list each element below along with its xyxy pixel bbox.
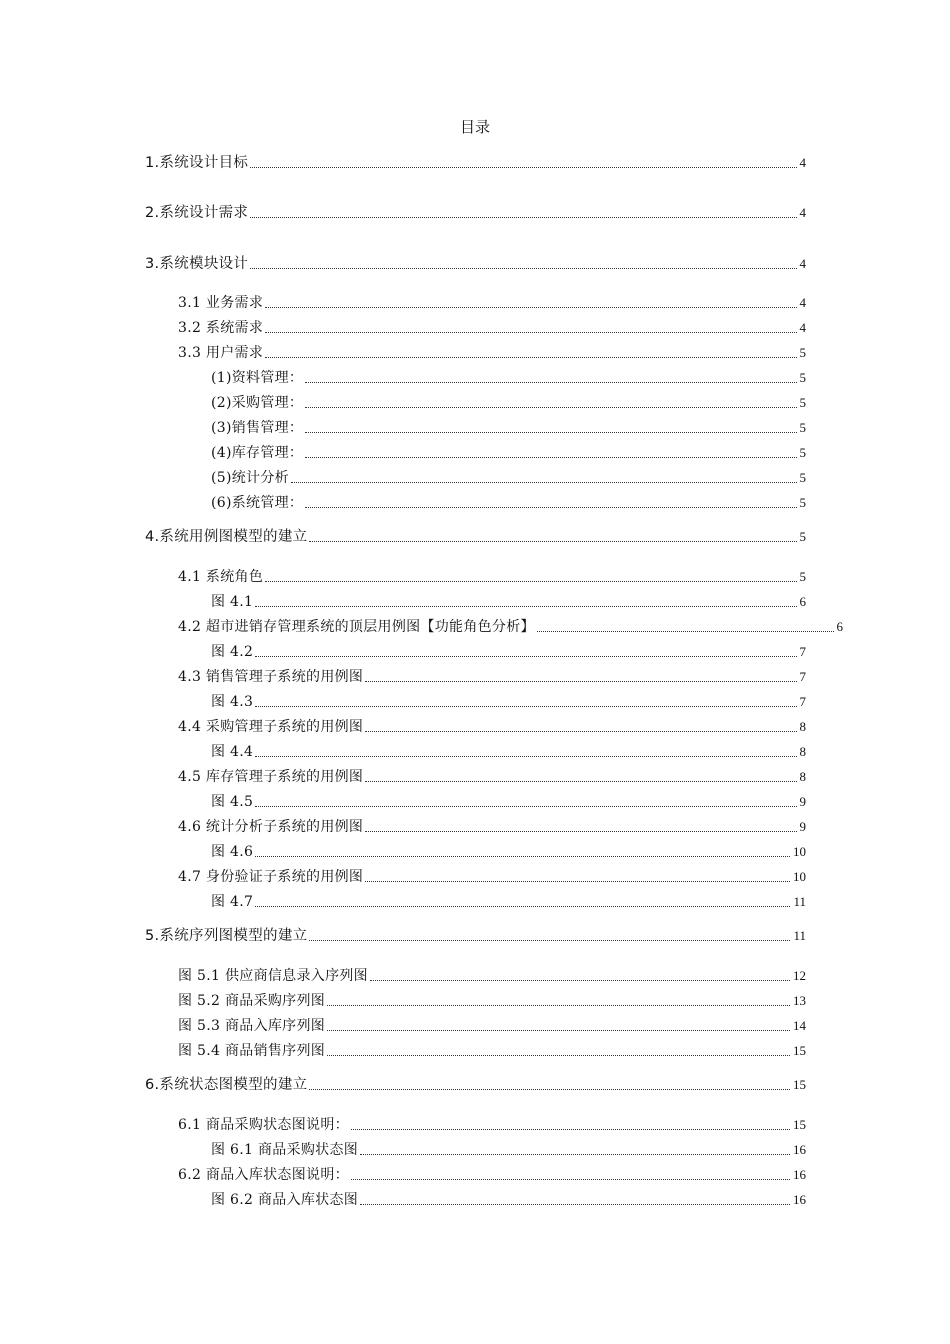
toc-leader-dots <box>305 382 796 383</box>
toc-page-number: 16 <box>793 1192 806 1207</box>
toc-entry-label: (1)资料管理： <box>211 370 304 386</box>
toc-page-number: 11 <box>793 894 806 909</box>
toc-leader-dots <box>309 940 790 941</box>
toc-entry-label: 图 4.6 <box>211 844 254 860</box>
toc-page-number: 4 <box>799 295 806 310</box>
toc-leader-dots <box>265 357 796 358</box>
toc-leader-dots <box>360 1154 790 1155</box>
toc-entry-label: 2.系统设计需求 <box>145 205 249 221</box>
toc-entry[interactable] <box>178 1041 806 1061</box>
toc-page-number: 4 <box>799 256 806 271</box>
toc-leader-dots <box>351 1179 790 1180</box>
toc-page-number: 5 <box>799 445 806 460</box>
toc-entry-label: 图 4.5 <box>211 794 254 810</box>
toc-leader-dots <box>255 756 796 757</box>
toc-leader-dots <box>365 781 796 782</box>
toc-entry-label: 4.1 系统角色 <box>178 569 264 585</box>
toc-entry[interactable] <box>211 642 806 662</box>
toc-entry[interactable] <box>211 1140 806 1160</box>
toc-leader-dots <box>351 1129 790 1130</box>
toc-entry[interactable] <box>178 767 806 787</box>
toc-entry-label: 图 5.2 商品采购序列图 <box>178 993 326 1009</box>
toc-leader-dots <box>305 432 796 433</box>
toc-entry-label: 4.7 身份验证子系统的用例图 <box>178 869 364 885</box>
toc-entry-label: 图 4.4 <box>211 744 254 760</box>
toc-leader-dots <box>370 980 790 981</box>
toc-page-number: 7 <box>799 644 806 659</box>
toc-entry[interactable] <box>178 667 806 687</box>
toc-entry-label: 图 4.7 <box>211 894 254 910</box>
toc-page-number: 4 <box>799 320 806 335</box>
toc-leader-dots <box>265 332 796 333</box>
toc-page-number: 5 <box>799 420 806 435</box>
toc-entry[interactable] <box>145 926 806 946</box>
toc-page-number: 8 <box>799 769 806 784</box>
toc-leader-dots <box>327 1055 790 1056</box>
toc-page-number: 9 <box>799 819 806 834</box>
toc-entry[interactable] <box>211 692 806 712</box>
toc-leader-dots <box>265 581 796 582</box>
toc-page-number: 4 <box>799 155 806 170</box>
toc-entry[interactable] <box>145 153 806 173</box>
toc-entry[interactable] <box>178 293 806 313</box>
toc-page-number: 5 <box>799 569 806 584</box>
toc-leader-dots <box>327 1030 790 1031</box>
toc-leader-dots <box>309 541 796 542</box>
toc-leader-dots <box>250 167 796 168</box>
toc-entry[interactable] <box>178 617 843 637</box>
toc-entry[interactable] <box>211 742 806 762</box>
toc-entry-label: (3)销售管理： <box>211 420 304 436</box>
toc-entry-label: 图 4.3 <box>211 694 254 710</box>
toc-leader-dots <box>265 307 796 308</box>
toc-page-number: 15 <box>793 1043 806 1058</box>
toc-leader-dots <box>255 806 796 807</box>
toc-leader-dots <box>255 856 790 857</box>
toc-page-number: 5 <box>799 495 806 510</box>
toc-leader-dots <box>305 507 796 508</box>
toc-entry[interactable] <box>178 867 806 887</box>
toc-leader-dots <box>250 268 796 269</box>
toc-entry-label: (5)统计分析 <box>211 470 289 486</box>
toc-leader-dots <box>255 906 790 907</box>
toc-leader-dots <box>537 631 834 632</box>
toc-entry[interactable] <box>211 892 806 912</box>
toc-entry-label: 6.1 商品采购状态图说明： <box>178 1117 349 1133</box>
toc-page-number: 10 <box>793 844 806 859</box>
toc-entry[interactable] <box>211 393 806 413</box>
toc-entry-label: 图 6.2 商品入库状态图 <box>211 1192 359 1208</box>
toc-entry[interactable] <box>178 717 806 737</box>
toc-leader-dots <box>255 656 796 657</box>
toc-entry-label: 1.系统设计目标 <box>145 155 249 171</box>
toc-page-number: 5 <box>799 470 806 485</box>
toc-entry-label: 3.2 系统需求 <box>178 320 264 336</box>
toc-entry-label: (2)采购管理： <box>211 395 304 411</box>
toc-page-number: 5 <box>799 345 806 360</box>
toc-page-number: 5 <box>799 529 806 544</box>
toc-page-number: 4 <box>799 205 806 220</box>
toc-page-number: 10 <box>793 869 806 884</box>
toc-page-number: 7 <box>799 694 806 709</box>
toc-page-number: 16 <box>793 1167 806 1182</box>
toc-entry-label: (6)系统管理： <box>211 495 304 511</box>
toc-page-number: 8 <box>799 744 806 759</box>
toc-entry[interactable] <box>145 1075 806 1095</box>
toc-entry-label: 4.3 销售管理子系统的用例图 <box>178 669 364 685</box>
toc-leader-dots <box>365 831 796 832</box>
toc-entry[interactable] <box>178 567 806 587</box>
toc-entry[interactable] <box>211 792 806 812</box>
toc-leader-dots <box>291 482 797 483</box>
toc-leader-dots <box>305 457 796 458</box>
toc-entry-label: 图 5.3 商品入库序列图 <box>178 1018 326 1034</box>
toc-entry[interactable] <box>145 527 806 547</box>
toc-entry-label: (4)库存管理： <box>211 445 304 461</box>
toc-entry[interactable] <box>178 1016 806 1036</box>
toc-entry[interactable] <box>211 493 806 513</box>
toc-entry-label: 6.系统状态图模型的建立 <box>145 1077 308 1093</box>
toc-entry-label: 图 4.1 <box>211 594 254 610</box>
toc-entry[interactable] <box>178 966 806 986</box>
toc-page-number: 11 <box>793 928 806 943</box>
toc-page-number: 5 <box>799 395 806 410</box>
toc-leader-dots <box>365 681 796 682</box>
toc-page-number: 9 <box>799 794 806 809</box>
toc-entry[interactable] <box>178 318 806 338</box>
toc-page-number: 15 <box>793 1117 806 1132</box>
toc-entry-label: 4.2 超市进销存管理系统的顶层用例图【功能角色分析】 <box>178 619 535 635</box>
toc-page-number: 7 <box>799 669 806 684</box>
toc-page-number: 6 <box>836 619 843 634</box>
toc-entry-label: 图 4.2 <box>211 644 254 660</box>
toc-page-number: 16 <box>793 1142 806 1157</box>
toc-entry-label: 4.5 库存管理子系统的用例图 <box>178 769 364 785</box>
toc-entry-label: 图 5.4 商品销售序列图 <box>178 1043 326 1059</box>
toc-entry-label: 图 5.1 供应商信息录入序列图 <box>178 968 368 984</box>
toc-entry[interactable] <box>211 468 806 488</box>
toc-leader-dots <box>255 606 796 607</box>
toc-entry[interactable] <box>178 991 806 1011</box>
toc-entry[interactable] <box>178 1115 806 1135</box>
toc-entry[interactable] <box>145 254 806 274</box>
toc-leader-dots <box>250 217 796 218</box>
toc-page-number: 14 <box>793 1018 806 1033</box>
toc-title: 目录 <box>459 118 490 136</box>
toc-entry[interactable] <box>211 1190 806 1210</box>
toc-leader-dots <box>365 881 790 882</box>
toc-page-number: 8 <box>799 719 806 734</box>
toc-page-number: 13 <box>793 993 806 1008</box>
toc-entry-label: 5.系统序列图模型的建立 <box>145 928 308 944</box>
toc-leader-dots <box>305 407 796 408</box>
toc-leader-dots <box>360 1204 790 1205</box>
toc-leader-dots <box>365 731 796 732</box>
toc-entry-label: 3.3 用户需求 <box>178 345 264 361</box>
toc-leader-dots <box>309 1089 790 1090</box>
toc-page-number: 15 <box>793 1077 806 1092</box>
toc-page-number: 5 <box>799 370 806 385</box>
toc-entry[interactable] <box>211 368 806 388</box>
toc-entry[interactable] <box>178 343 806 363</box>
toc-entry[interactable] <box>211 418 806 438</box>
toc-entry-label: 4.系统用例图模型的建立 <box>145 529 308 545</box>
toc-entry-label: 4.4 采购管理子系统的用例图 <box>178 719 364 735</box>
toc-entry[interactable] <box>178 817 806 837</box>
toc-entry[interactable] <box>178 1165 806 1185</box>
toc-entry-label: 6.2 商品入库状态图说明： <box>178 1167 349 1183</box>
toc-entry[interactable] <box>211 443 806 463</box>
toc-entry-label: 图 6.1 商品采购状态图 <box>211 1142 359 1158</box>
toc-entry-label: 3.系统模块设计 <box>145 256 249 272</box>
toc-entry[interactable] <box>211 592 806 612</box>
toc-page-number: 12 <box>793 968 806 983</box>
toc-leader-dots <box>255 706 796 707</box>
toc-entry[interactable] <box>145 203 806 223</box>
toc-entry-label: 4.6 统计分析子系统的用例图 <box>178 819 364 835</box>
toc-entry-label: 3.1 业务需求 <box>178 295 264 311</box>
toc-entry[interactable] <box>211 842 806 862</box>
toc-leader-dots <box>327 1005 790 1006</box>
toc-page-number: 6 <box>799 594 806 609</box>
